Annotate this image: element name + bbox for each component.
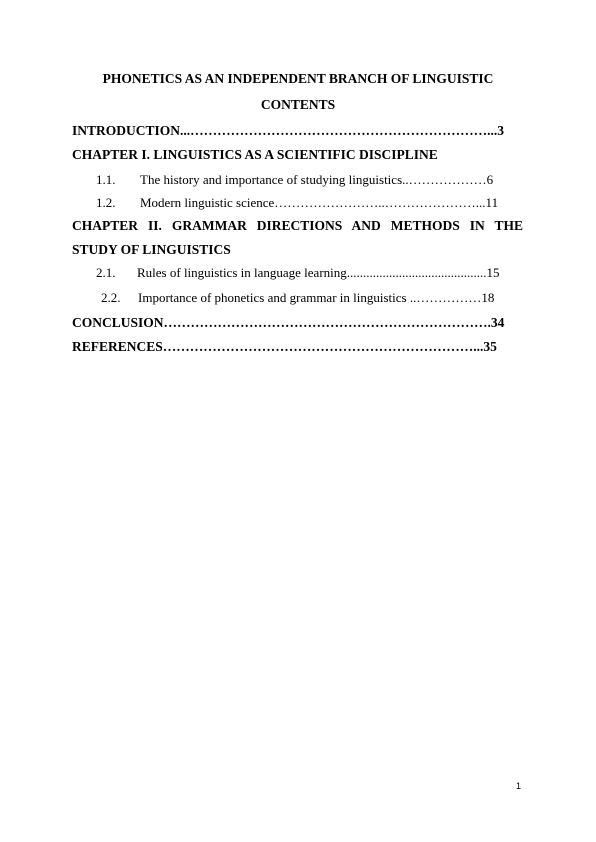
- toc-entry-references: REFERENCES……………………………………………………………...35: [72, 339, 497, 354]
- toc-entry-introduction: INTRODUCTION...…………………………………………………………...3: [72, 123, 505, 138]
- toc-entry-chapter-2-line-1: CHAPTER II. GRAMMAR DIRECTIONS AND METHODS IN THE: [72, 218, 523, 233]
- page-number: 1: [516, 781, 522, 791]
- contents-heading: CONTENTS: [260, 97, 336, 112]
- toc-entry-chapter-2-line-2: STUDY OF LINGUISTICS: [72, 242, 231, 257]
- toc-entry-number-1-1: 1.1.: [96, 172, 116, 187]
- toc-entry-number-1-2: 1.2.: [96, 195, 116, 210]
- toc-entry-number-2-2: 2.2.: [101, 290, 121, 305]
- document-title: PHONETICS AS AN INDEPENDENT BRANCH OF LINGUISTIC: [102, 71, 494, 86]
- toc-entry-1-2: Modern linguistic science……………………..…………………...11: [140, 195, 499, 210]
- toc-entry-1-1: The history and importance of studying linguistics..………………6: [140, 172, 494, 187]
- toc-entry-conclusion: CONCLUSION……………………………………………………………….34: [72, 315, 505, 330]
- toc-entry-chapter-1: CHAPTER I. LINGUISTICS AS A SCIENTIFIC DISCIPLINE: [72, 147, 438, 162]
- toc-entry-number-2-1: 2.1.: [96, 265, 116, 280]
- toc-entry-2-1: Rules of linguistics in language learning...........................................15: [137, 265, 500, 280]
- toc-entry-2-2: Importance of phonetics and grammar in linguistics ..……………18: [138, 290, 495, 305]
